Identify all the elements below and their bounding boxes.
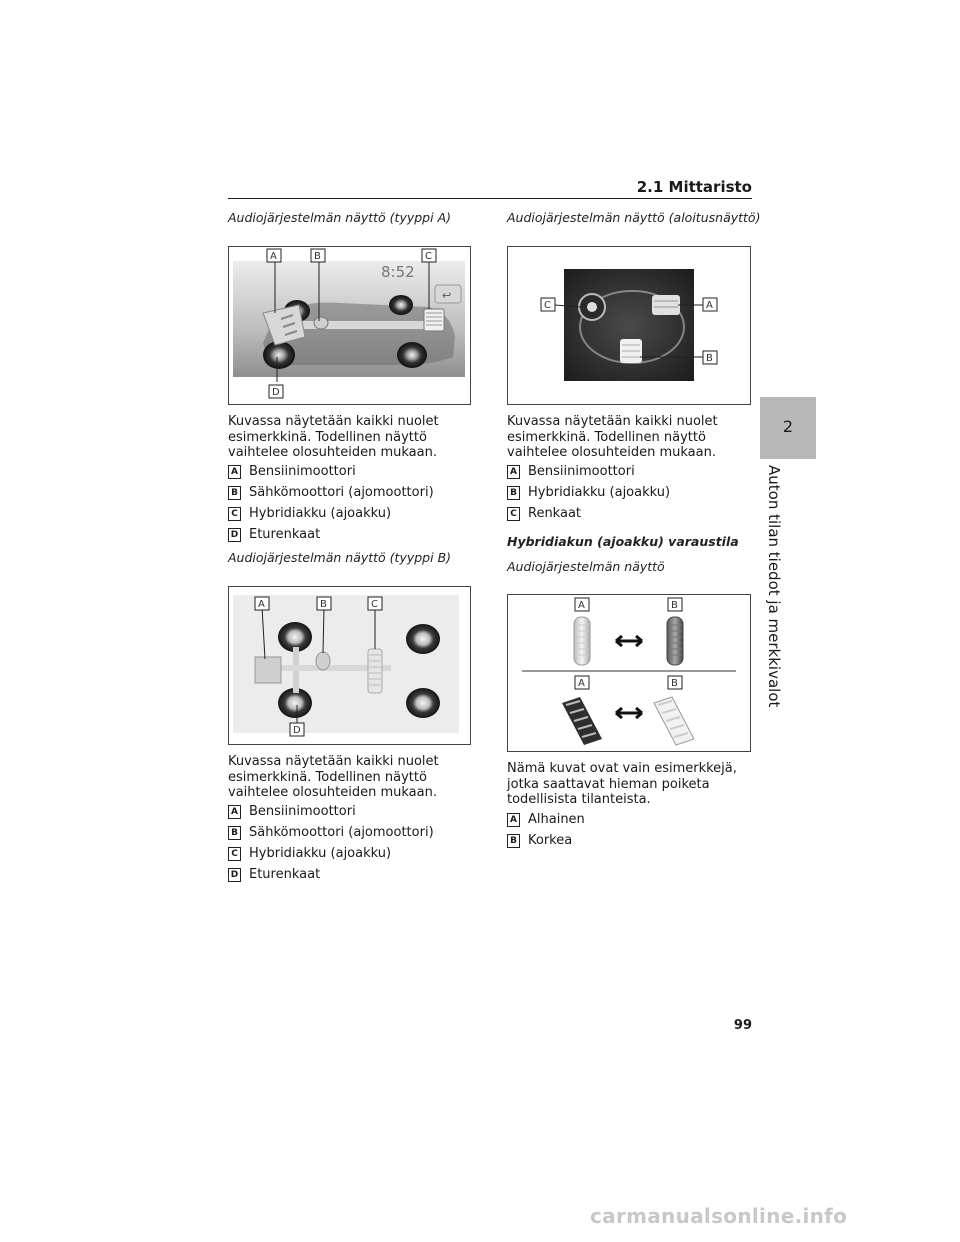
fig-a-label-b: B — [314, 251, 321, 262]
list-item — [507, 482, 757, 503]
legend-badge: B — [228, 486, 241, 500]
fig-c-label-b: B — [706, 353, 713, 364]
legend-text: Eturenkaat — [249, 867, 321, 882]
legend-text: Hybridiakku (ajoakku) — [249, 846, 392, 861]
legend-badge: D — [228, 868, 241, 882]
chapter-title-text: Auton tilan tiedot ja merkkivalot — [765, 465, 783, 708]
legend-text: Sähkömoottori (ajomoottori) — [249, 485, 434, 500]
watermark-text: carmanualsonline.info — [590, 1204, 848, 1228]
fig-a-label-c: C — [425, 251, 432, 262]
legend-badge: C — [507, 507, 520, 521]
fig-d-label-b-top: B — [671, 600, 678, 611]
legend-text: Hybridiakku (ajoakku) — [528, 485, 671, 500]
fig-b-label-c: C — [371, 599, 378, 610]
caption-type-b: Audiojärjestelmän näyttö (tyyppi B) — [228, 550, 452, 565]
figure-charge-state-drawing — [508, 595, 750, 751]
caption-type-a: Audiojärjestelmän näyttö (tyyppi A) — [228, 210, 451, 225]
legend-badge: A — [228, 805, 241, 819]
list-item — [228, 461, 478, 482]
legend-type-b — [228, 801, 478, 885]
list-item — [228, 843, 478, 864]
legend-text: Bensiinimoottori — [528, 464, 635, 479]
clock-readout: 8:52 — [381, 263, 415, 281]
fig-c-label-a: A — [706, 300, 713, 311]
legend-text: Hybridiakku (ajoakku) — [249, 506, 392, 521]
list-item — [228, 864, 478, 885]
list-item — [507, 809, 757, 830]
list-item — [228, 503, 478, 524]
header-rule — [228, 198, 752, 199]
figure-charge-state — [507, 594, 751, 752]
legend-text: Korkea — [528, 833, 573, 848]
svg-text:↩: ↩ — [442, 289, 452, 302]
chapter-tab — [760, 397, 816, 459]
figure-home-screen-drawing — [508, 247, 750, 404]
legend-badge: C — [228, 847, 241, 861]
list-item — [228, 524, 478, 545]
chapter-title-vertical — [762, 465, 786, 708]
figure-home-screen — [507, 246, 751, 405]
fig-b-label-b: B — [320, 599, 327, 610]
fig-d-label-b-bottom: B — [671, 678, 678, 689]
paragraph-type-b: Kuvassa näytetään kaikki nuolet esimerkkinä. Todellinen näyttö vaihtelee olosuhteiden mukaan. — [228, 754, 439, 800]
fig-b-label-a: A — [258, 599, 265, 610]
legend-badge: A — [507, 465, 520, 479]
list-item — [507, 830, 757, 851]
legend-badge: D — [228, 528, 241, 542]
paragraph-type-a: Kuvassa näytetään kaikki nuolet esimerkkinä. Todellinen näyttö vaihtelee olosuhteiden mukaan. — [228, 414, 439, 460]
figure-type-b-drawing — [229, 587, 470, 744]
fig-c-label-c: C — [544, 300, 551, 311]
legend-badge: B — [507, 834, 520, 848]
section-title: 2.1 Mittaristo — [636, 178, 752, 196]
legend-text: Sähkömoottori (ajomoottori) — [249, 825, 434, 840]
fig-d-label-a-top: A — [578, 600, 585, 611]
list-item — [228, 801, 478, 822]
list-item — [507, 461, 757, 482]
legend-text: Alhainen — [528, 812, 585, 827]
legend-badge: B — [228, 826, 241, 840]
caption-home-screen: Audiojärjestelmän näyttö (aloitusnäyttö) — [507, 210, 761, 225]
figure-type-a — [228, 246, 471, 405]
legend-type-a — [228, 461, 478, 545]
chapter-number: 2 — [782, 417, 794, 436]
legend-home-screen — [507, 461, 757, 524]
legend-badge: A — [507, 813, 520, 827]
legend-text: Renkaat — [528, 506, 582, 521]
fig-a-label-d: D — [272, 387, 280, 398]
legend-text: Eturenkaat — [249, 527, 321, 542]
fig-d-label-a-bottom: A — [578, 678, 585, 689]
list-item — [507, 503, 757, 524]
legend-text: Bensiinimoottori — [249, 464, 356, 479]
page-number: 99 — [733, 1018, 752, 1033]
legend-badge: A — [228, 465, 241, 479]
figure-type-a-drawing — [229, 247, 470, 404]
caption-charge: Audiojärjestelmän näyttö — [507, 559, 665, 574]
paragraph-home-screen: Kuvassa näytetään kaikki nuolet esimerkkinä. Todellinen näyttö vaihtelee olosuhteiden mukaan. — [507, 414, 718, 460]
list-item — [228, 482, 478, 503]
legend-badge: B — [507, 486, 520, 500]
legend-text: Bensiinimoottori — [249, 804, 356, 819]
fig-a-label-a: A — [270, 251, 277, 262]
section-heading-charge: Hybridiakun (ajoakku) varaustila — [507, 534, 739, 549]
list-item — [228, 822, 478, 843]
figure-type-b — [228, 586, 471, 745]
paragraph-charge: Nämä kuvat ovat vain esimerkkejä, jotka saattavat hieman poiketa todellisista tilanteista. — [507, 761, 737, 807]
fig-b-label-d: D — [293, 725, 301, 736]
legend-badge: C — [228, 507, 241, 521]
legend-charge — [507, 809, 757, 851]
